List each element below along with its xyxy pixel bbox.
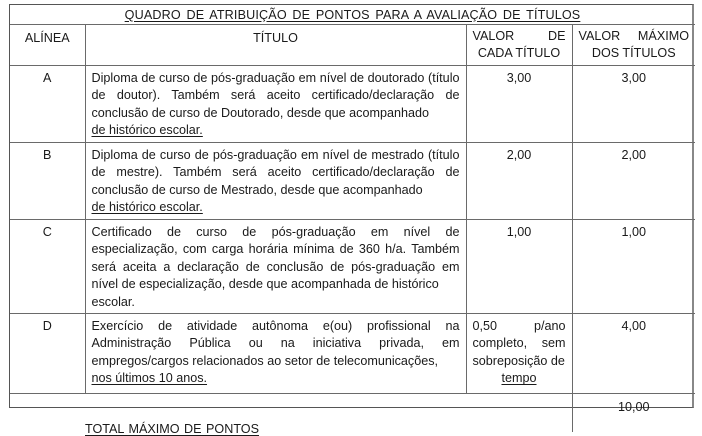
valor-maximo-cell: 3,00 xyxy=(572,66,695,143)
header-valor-cada-titulo xyxy=(466,25,572,66)
valor-maximo-cell: 2,00 xyxy=(572,143,695,220)
titulo-cell xyxy=(85,314,466,394)
header-valor-maximo-line1: VALOR MÁXIMO xyxy=(578,29,690,43)
header-valor-cada-line1: VALOR DE xyxy=(472,29,566,43)
header-alinea-label: ALÍNEA xyxy=(24,31,70,45)
table-title-row xyxy=(10,5,695,25)
alinea-cell: A xyxy=(10,66,85,143)
points-table-container xyxy=(9,4,694,436)
header-titulo xyxy=(85,25,466,66)
total-label: TOTAL MÁXIMO DE PONTOS xyxy=(85,422,259,436)
table-row xyxy=(10,143,695,220)
header-valor-cada-line2: CADA TÍTULO xyxy=(477,46,561,61)
titulo-text-last-line: nos últimos 10 anos. xyxy=(91,371,208,386)
alinea-cell: D xyxy=(10,314,85,394)
header-valor-maximo xyxy=(572,25,695,66)
header-alinea xyxy=(10,25,85,66)
titulo-cell xyxy=(85,143,466,220)
valor-cada-cell: 2,00 xyxy=(466,143,572,220)
titulo-text: Diploma de curso de pós-graduação em nível de doutorado (título de doutor). Também será aceito certificado/declaração de conclusão de curso de Doutorado, desde que acompanhado xyxy=(91,71,460,120)
valor-cada-cell xyxy=(466,314,572,394)
alinea-cell: C xyxy=(10,220,85,314)
table-header-row xyxy=(10,25,695,66)
points-allocation-table xyxy=(10,5,695,436)
table-title-cell xyxy=(10,5,695,25)
titulo-cell xyxy=(85,220,466,314)
valor-cada-cell: 1,00 xyxy=(466,220,572,314)
header-valor-maximo-line2: DOS TÍTULOS xyxy=(591,46,676,61)
titulo-text-last-line: de histórico escolar. xyxy=(91,123,203,138)
titulo-text: Exercício de atividade autônoma e(ou) profissional na Administração Pública ou na iniciativa privada, em empregos/cargos relacionados ao setor de telecomunicações, xyxy=(91,319,460,368)
total-label-cell xyxy=(10,394,572,436)
valor-maximo-cell: 4,00 xyxy=(572,314,695,394)
titulo-text-last-line: escolar. xyxy=(91,294,135,309)
table-title: QUADRO DE ATRIBUIÇÃO DE PONTOS PARA A AVALIAÇÃO DE TÍTULOS xyxy=(124,7,581,22)
table-row xyxy=(10,220,695,314)
table-row xyxy=(10,314,695,394)
valor-cada-text-last-line: tempo xyxy=(501,371,537,386)
header-titulo-label: TÍTULO xyxy=(253,31,298,45)
table-row xyxy=(10,66,695,143)
titulo-text-last-line: de histórico escolar. xyxy=(91,200,203,215)
alinea-cell: B xyxy=(10,143,85,220)
total-row xyxy=(10,394,695,433)
valor-cada-text: 0,50 p/ano completo, sem sobreposição de xyxy=(472,319,566,368)
titulo-text: Certificado de curso de pós-graduação em nível de especialização, com carga horária mínima de 360 h/a. Também será aceita a declaração de conclusão de pós-graduação em nível de especialização, desde que acompanhada de histórico xyxy=(91,225,460,292)
valor-cada-cell: 3,00 xyxy=(466,66,572,143)
titulo-cell xyxy=(85,66,466,143)
valor-maximo-cell: 1,00 xyxy=(572,220,695,314)
total-value: 10,00 xyxy=(572,394,695,433)
titulo-text: Diploma de curso de pós-graduação em nível de mestrado (título de mestre). Também será aceito certificado/declaração de conclusão de curso de Mestrado, desde que acompanhado xyxy=(91,148,460,197)
